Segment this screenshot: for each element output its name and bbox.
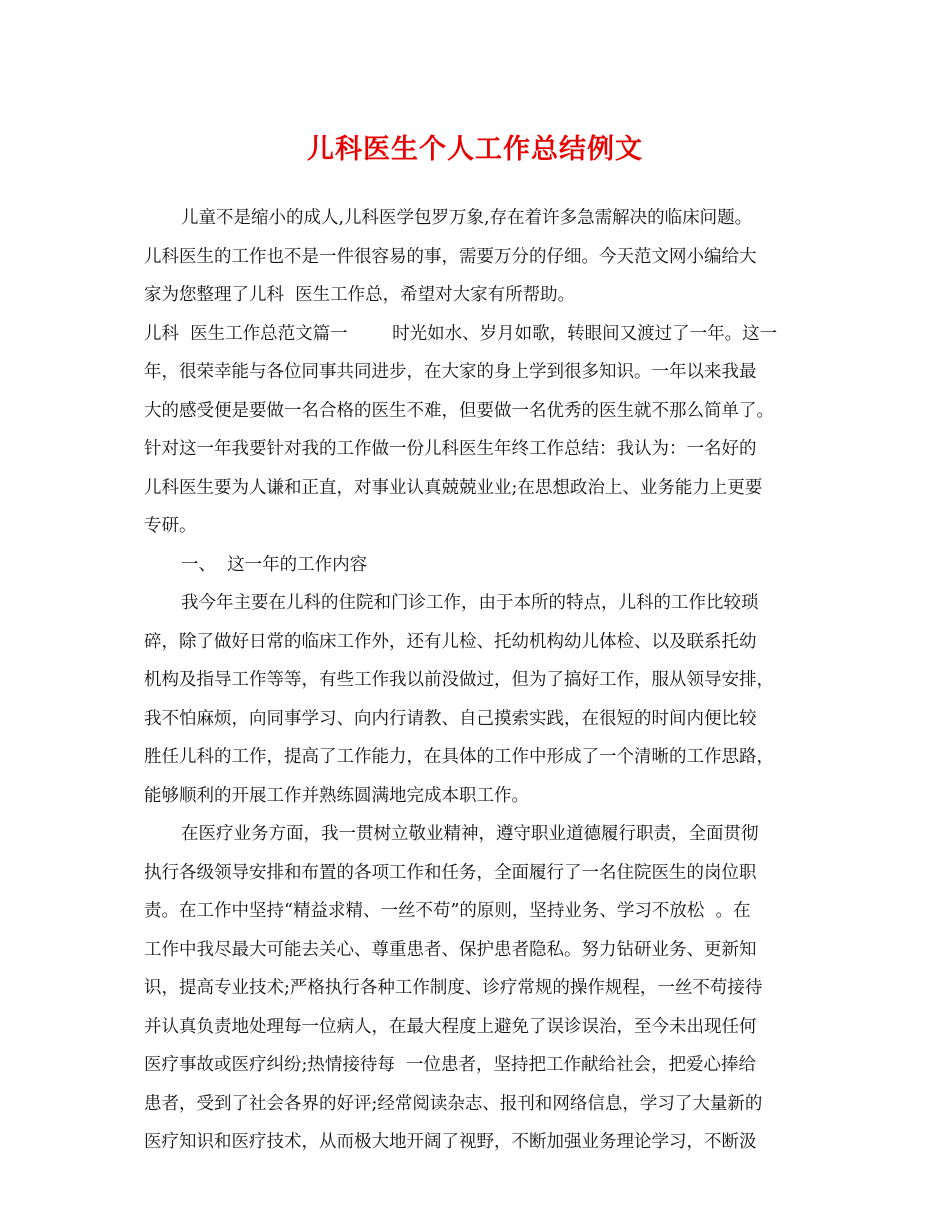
body-text-line: 患者，受到了社会各界的好评;经常阅读杂志、报刊和网络信息，学习了大量新的 xyxy=(144,1093,763,1114)
document-title: 儿科医生个人工作总结例文 xyxy=(307,134,643,165)
body-text-line: 儿科 医生工作总范文篇一 时光如水、岁月如歌，转眼间又渡过了一年。这一 xyxy=(144,323,778,344)
document-body xyxy=(144,199,814,1162)
body-text-line: 工作中我尽最大可能去关心、尊重患者、保护患者隐私。努力钻研业务、更新知 xyxy=(144,939,757,960)
body-text-line: 一、 这一年的工作内容 xyxy=(181,554,368,575)
body-text-line: 我不怕麻烦，向同事学习、向内行请教、自己摸索实践，在很短的时间内便比较 xyxy=(144,708,757,729)
body-text-line: 儿科医生要为人谦和正直，对事业认真兢兢业业;在思想政治上、业务能力上更要 xyxy=(144,477,763,498)
body-text-line: 并认真负责地处理每一位病人，在最大程度上避免了误诊误治，至今未出现任何 xyxy=(144,1016,757,1037)
body-text-line: 年，很荣幸能与各位同事共同进步，在大家的身上学到很多知识。一年以来我最 xyxy=(144,362,757,382)
body-text-line: 专研。 xyxy=(144,516,197,536)
body-text-line: 医疗事故或医疗纠纷;热情接待每 一位患者，坚持把工作献给社会，把爱心捧给 xyxy=(144,1055,757,1075)
body-text-line: 识，提高专业技术;严格执行各种工作制度、诊疗常规的操作规程，一丝不苟接待 xyxy=(144,978,763,998)
body-text-line: 执行各级领导安排和布置的各项工作和任务，全面履行了一名住院医生的岗位职 xyxy=(144,862,757,883)
body-text-line: 在医疗业务方面，我一贯树立敬业精神，遵守职业道德履行职责，全面贯彻 xyxy=(181,824,759,844)
body-text-line: 大的感受便是要做一名合格的医生不难，但要做一名优秀的医生就不那么简单了。 xyxy=(144,400,774,421)
body-text-line: 家为您整理了儿科 医生工作总，希望对大家有所帮助。 xyxy=(144,285,576,305)
body-text-line: 我今年主要在儿科的住院和门诊工作，由于本所的特点，儿科的工作比较琐 xyxy=(181,593,759,613)
body-text-line: 医疗知识和医疗技术，从而极大地开阔了视野，不断加强业务理论学习，不断汲 xyxy=(144,1132,757,1152)
body-text-line: 针对这一年我要针对我的工作做一份儿科医生年终工作总结：我认为：一名好的 xyxy=(144,439,757,459)
body-text-line: 机构及指导工作等等，有些工作我以前没做过，但为了搞好工作，服从领导安排， xyxy=(144,670,774,690)
body-text-line: 碎，除了做好日常的临床工作外，还有儿检、托幼机构幼儿体检、以及联系托幼 xyxy=(144,631,757,652)
body-text-line: 胜任儿科的工作，提高了工作能力，在具体的工作中形成了一个清晰的工作思路， xyxy=(144,747,774,767)
body-text-line: 儿科医生的工作也不是一件很容易的事，需要万分的仔细。今天范文网小编给大 xyxy=(144,246,757,267)
body-text-line: 儿童不是缩小的成人,儿科医学包罗万象,存在着许多急需解决的临床问题。 xyxy=(181,208,753,228)
body-text-line: 能够顺利的开展工作并熟练圆满地完成本职工作。 xyxy=(144,785,529,806)
body-text-line: 责。在工作中坚持“精益求精、一丝不苟”的原则，坚持业务、学习不放松 。在 xyxy=(144,901,751,921)
